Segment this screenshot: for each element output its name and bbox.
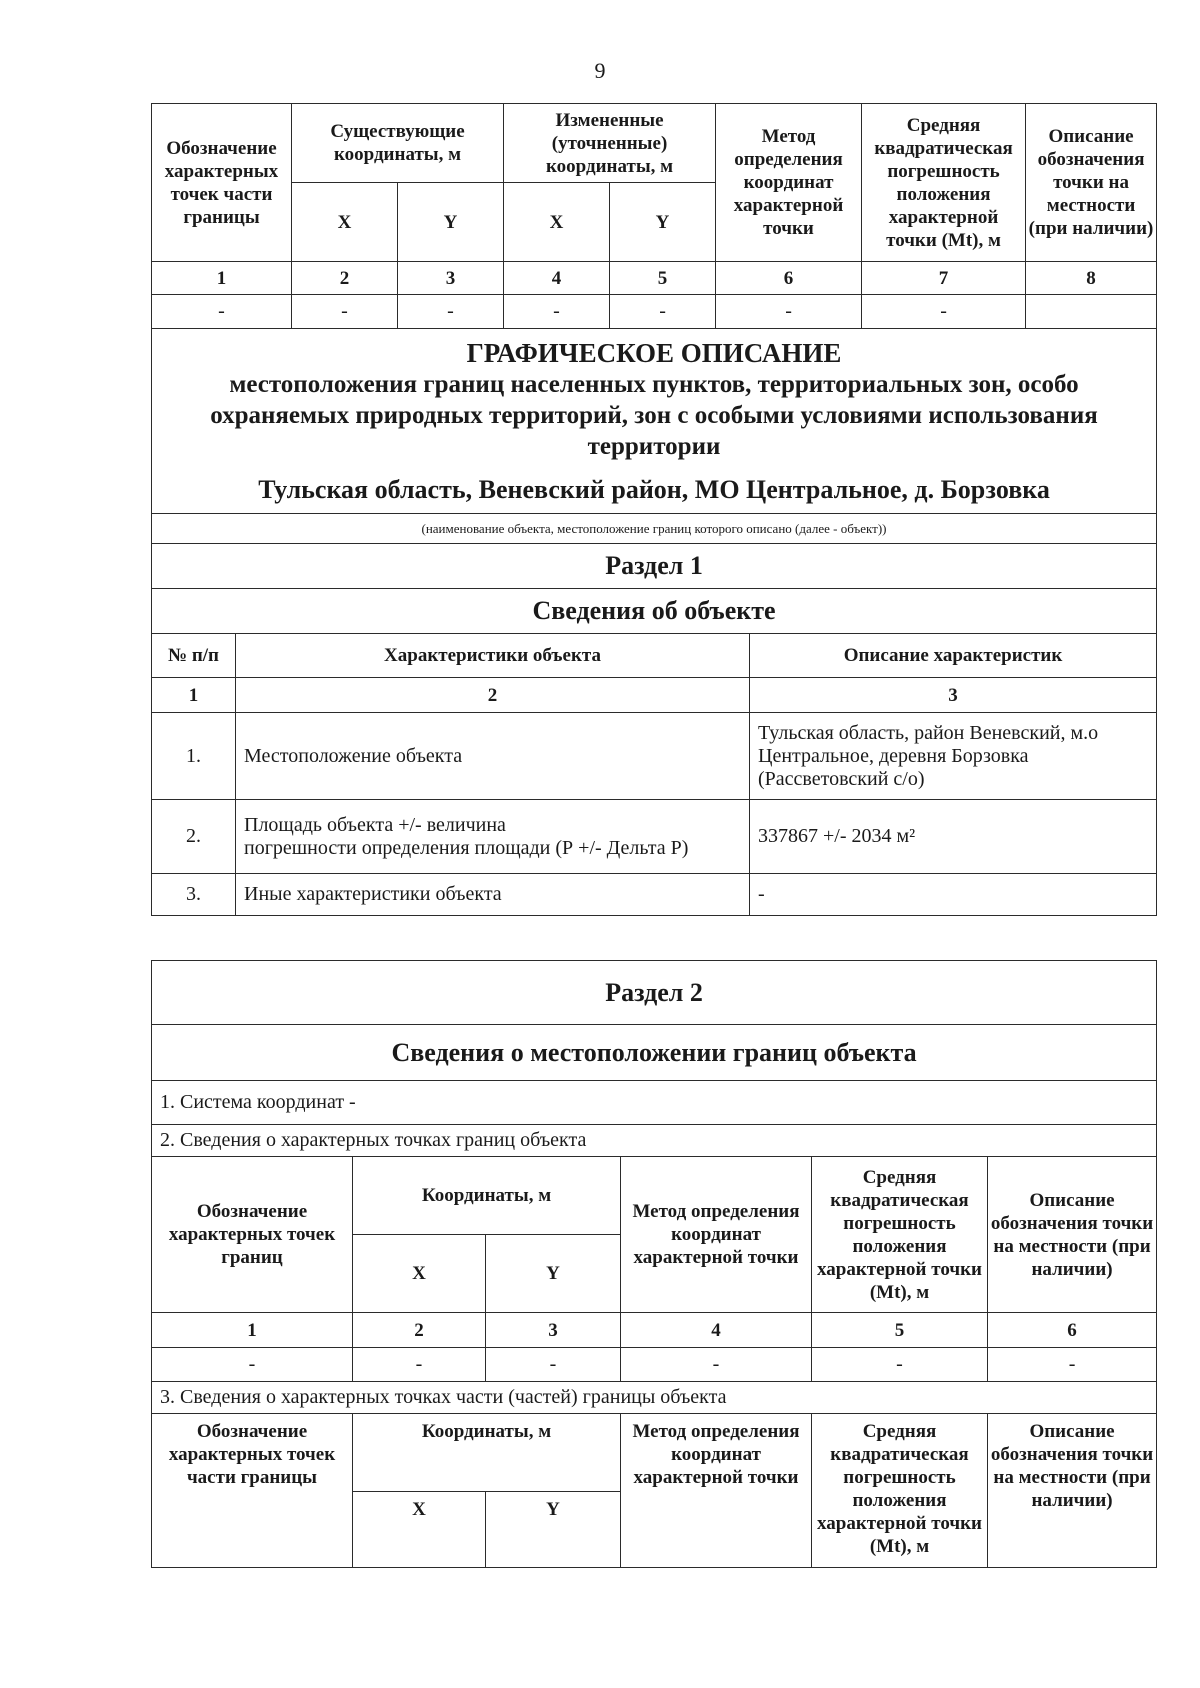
header-part-point-designation: Обозначение характерных точек части границы	[152, 1414, 353, 1568]
header-method: Метод определения координат характерной точки	[716, 104, 862, 262]
characteristic-location: Местоположение объекта	[236, 713, 750, 800]
header-x: X	[353, 1492, 486, 1568]
column-number: 3	[486, 1313, 621, 1348]
row-number: 2.	[152, 800, 236, 874]
table-cell: -	[398, 295, 504, 329]
section-2-subtitle: Сведения о местоположении границ объекта	[152, 1025, 1157, 1081]
table-cell: -	[292, 295, 398, 329]
text-line: Площадь объекта +/- величина	[244, 813, 506, 836]
table-cell: -	[716, 295, 862, 329]
graphic-description-title: ГРАФИЧЕСКОЕ ОПИСАНИЕ	[466, 338, 842, 368]
table-cell: -	[621, 1348, 812, 1382]
column-number: 5	[610, 262, 716, 295]
top-points-table	[151, 103, 1157, 329]
text-line: (Рассветовский с/о)	[758, 767, 925, 790]
characteristic-other: Иные характеристики объекта	[236, 874, 750, 916]
table-cell: -	[504, 295, 610, 329]
characteristic-location-value	[750, 713, 1157, 800]
coordinate-system: 1. Система координат -	[152, 1081, 1157, 1125]
column-number: 2	[292, 262, 398, 295]
table-cell: -	[862, 295, 1026, 329]
points-title: 2. Сведения о характерных точках границ объекта	[152, 1125, 1157, 1157]
header-description: Описание обозначения точки на местности (при наличии)	[988, 1157, 1157, 1313]
column-number: 4	[504, 262, 610, 295]
header-description: Описание обозначения точки на местности (при наличии)	[988, 1414, 1157, 1568]
header-changed-coords: Измененные (уточненные) координаты, м	[504, 104, 716, 183]
column-number: 1	[152, 262, 292, 295]
header-error: Средняя квадратическая погрешность положения характерной точки (Mt), м	[812, 1414, 988, 1568]
text-line: Тульская область, район Веневский, м.о	[758, 721, 1099, 744]
header-method: Метод определения координат характерной точки	[621, 1414, 812, 1568]
object-name-note: (наименование объекта, местоположение границ которого описано (далее - объект))	[152, 514, 1157, 544]
header-existing-coords: Существующие координаты, м	[292, 104, 504, 183]
table-cell: -	[152, 295, 292, 329]
table-cell: -	[988, 1348, 1157, 1382]
header-coordinates: Координаты, м	[353, 1157, 621, 1235]
column-number: 8	[1026, 262, 1157, 295]
characteristic-area	[236, 800, 750, 874]
header-method: Метод определения координат характерной точки	[621, 1157, 812, 1313]
header-coordinates: Координаты, м	[353, 1414, 621, 1492]
characteristic-area-value: 337867 +/- 2034 м²	[750, 800, 1157, 874]
table-cell	[1026, 295, 1157, 329]
section-1-subtitle: Сведения об объекте	[152, 589, 1157, 634]
header-x: X	[292, 183, 398, 262]
graphic-description-subtitle: охраняемых природных территорий, зон с особыми условиями использования	[210, 402, 1098, 429]
column-number: 1	[152, 678, 236, 713]
header-y: Y	[398, 183, 504, 262]
header-characteristics: Характеристики объекта	[236, 634, 750, 678]
graphic-description-subtitle: местоположения границ населенных пунктов, территориальных зон, особо	[229, 371, 1079, 398]
header-point-designation: Обозначение характерных точек границ	[152, 1157, 353, 1313]
section-1-table	[151, 328, 1157, 916]
header-point-designation: Обозначение характерных точек части границы	[152, 104, 292, 262]
text-line: погрешности определения площади (Р +/- Дельта Р)	[244, 836, 689, 859]
header-description: Описание обозначения точки на местности (при наличии)	[1026, 104, 1157, 262]
header-x: X	[353, 1235, 486, 1313]
column-number: 4	[621, 1313, 812, 1348]
header-y: Y	[610, 183, 716, 262]
header-characteristics-description: Описание характеристик	[750, 634, 1157, 678]
page-number: 9	[594, 58, 606, 83]
parts-title: 3. Сведения о характерных точках части (частей) границы объекта	[152, 1382, 1157, 1414]
column-number: 3	[750, 678, 1157, 713]
table-cell: -	[152, 1348, 353, 1382]
row-number: 3.	[152, 874, 236, 916]
text-line: Центральное, деревня Борзовка	[758, 744, 1029, 767]
graphic-description-block	[152, 329, 1157, 514]
table-cell: -	[486, 1348, 621, 1382]
header-error: Средняя квадратическая погрешность положения характерной точки (Mt), м	[862, 104, 1026, 262]
column-number: 3	[398, 262, 504, 295]
section-1-title: Раздел 1	[152, 544, 1157, 589]
column-number: 1	[152, 1313, 353, 1348]
column-number: 7	[862, 262, 1026, 295]
header-y: Y	[486, 1235, 621, 1313]
table-cell: -	[353, 1348, 486, 1382]
section-2-title: Раздел 2	[152, 961, 1157, 1025]
table-cell: -	[610, 295, 716, 329]
header-number: № п/п	[152, 634, 236, 678]
graphic-description-subtitle: территории	[587, 433, 721, 460]
characteristic-other-value: -	[750, 874, 1157, 916]
column-number: 5	[812, 1313, 988, 1348]
column-number: 6	[716, 262, 862, 295]
header-error: Средняя квадратическая погрешность положения характерной точки (Mt), м	[812, 1157, 988, 1313]
header-y: Y	[486, 1492, 621, 1568]
table-cell: -	[812, 1348, 988, 1382]
column-number: 2	[236, 678, 750, 713]
column-number: 6	[988, 1313, 1157, 1348]
header-x: X	[504, 183, 610, 262]
section-2-table	[151, 960, 1157, 1568]
column-number: 2	[353, 1313, 486, 1348]
object-name: Тульская область, Веневский район, МО Центральное, д. Борзовка	[258, 475, 1050, 504]
row-number: 1.	[152, 713, 236, 800]
